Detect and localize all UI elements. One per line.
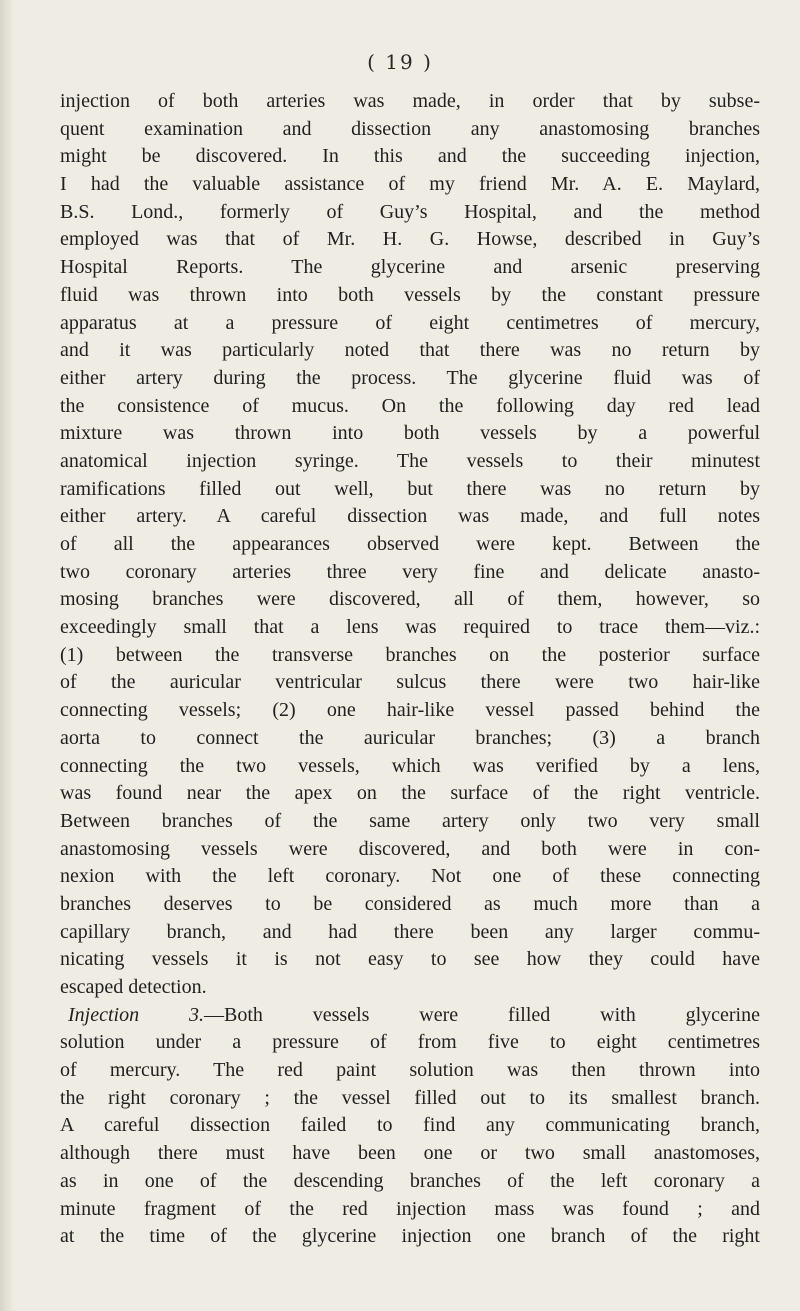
text-line: B.S. Lond., formerly of Guy’s Hospital, and the method (60, 200, 760, 223)
text-line: of the auricular ventricular sulcus there were two hair-like (60, 671, 760, 694)
text-line: either artery. A careful dissection was made, and full notes (60, 505, 760, 528)
page-number: ( 19 ) (367, 50, 433, 74)
text-line: minute fragment of the red injection mass was found ; and (60, 1197, 760, 1220)
text-line: of all the appearances observed were kept. Between the (60, 533, 760, 555)
text-line: solution under a pressure of from five to eight centimetres (60, 1031, 760, 1054)
text-line: and it was particularly noted that there was no return by (60, 339, 760, 362)
text-line: either artery during the process. The glycerine fluid was of (60, 366, 760, 389)
text-line: nexion with the left coronary. Not one of these connecting (60, 865, 760, 888)
text-line: the consistence of mucus. On the following day red lead (60, 394, 760, 417)
text-line: nicating vessels it is not easy to see how they could have (60, 948, 760, 971)
text-line: as in one of the descending branches of the left coronary a (60, 1169, 760, 1192)
text-line: —Both vessels were filled with glycerine (203, 1003, 760, 1026)
text-line: (1) between the transverse branches on the posterior surface (60, 643, 760, 666)
text-line: I had the valuable assistance of my friend Mr. A. E. Maylard, (60, 173, 760, 196)
text-line: capillary branch, and had there been any larger commu- (60, 920, 760, 943)
text-line: Hospital Reports. The glycerine and arsenic preserving (60, 256, 760, 279)
text-line: of mercury. The red paint solution was then thrown into (60, 1059, 760, 1082)
text-line: exceedingly small that a lens was required to trace them—viz.: (60, 616, 760, 639)
text-line: mosing branches were discovered, all of them, however, so (60, 588, 760, 611)
text-line: mixture was thrown into both vessels by a powerful (60, 422, 760, 445)
text-line: quent examination and dissection any anastomosing branches (60, 117, 760, 140)
text-line: injection of both arteries was made, in order that by subse- (60, 90, 760, 112)
text-line: A careful dissection failed to find any communicating branch, (60, 1114, 760, 1137)
text-line: connecting the two vessels, which was verified by a lens, (60, 754, 760, 777)
text-line: branches deserves to be considered as much more than a (60, 892, 760, 915)
body-text (60, 88, 760, 1251)
text-line: was found near the apex on the surface of the right ventricle. (60, 782, 760, 805)
injection-3-label: Injection 3. (68, 1003, 204, 1026)
text-line: might be discovered. In this and the succeeding injection, (60, 145, 760, 168)
text-line: employed was that of Mr. H. G. Howse, described in Guy’s (60, 228, 760, 251)
text-line: two coronary arteries three very fine and delicate anasto- (60, 560, 760, 583)
text-line: apparatus at a pressure of eight centimetres of mercury, (60, 311, 760, 334)
injection-3-heading-line (60, 1002, 760, 1030)
text-line: the right coronary ; the vessel filled out to its smallest branch. (60, 1086, 760, 1109)
text-line: connecting vessels; (2) one hair-like vessel passed behind the (60, 699, 760, 722)
text-line: although there must have been one or two small anastomoses, (60, 1142, 760, 1165)
text-line: at the time of the glycerine injection one branch of the right (60, 1225, 760, 1248)
text-line: Between branches of the same artery only two very small (60, 809, 760, 832)
page-edge-shadow (0, 0, 14, 1311)
text-line: ramifications filled out well, but there was no return by (60, 477, 760, 500)
text-line: anastomosing vessels were discovered, and both were in con- (60, 837, 760, 860)
text-line: fluid was thrown into both vessels by the constant pressure (60, 283, 760, 306)
text-line: aorta to connect the auricular branches; (3) a branch (60, 726, 760, 749)
text-line: escaped detection. (60, 976, 207, 998)
text-line: anatomical injection syringe. The vessels to their minutest (60, 449, 760, 472)
